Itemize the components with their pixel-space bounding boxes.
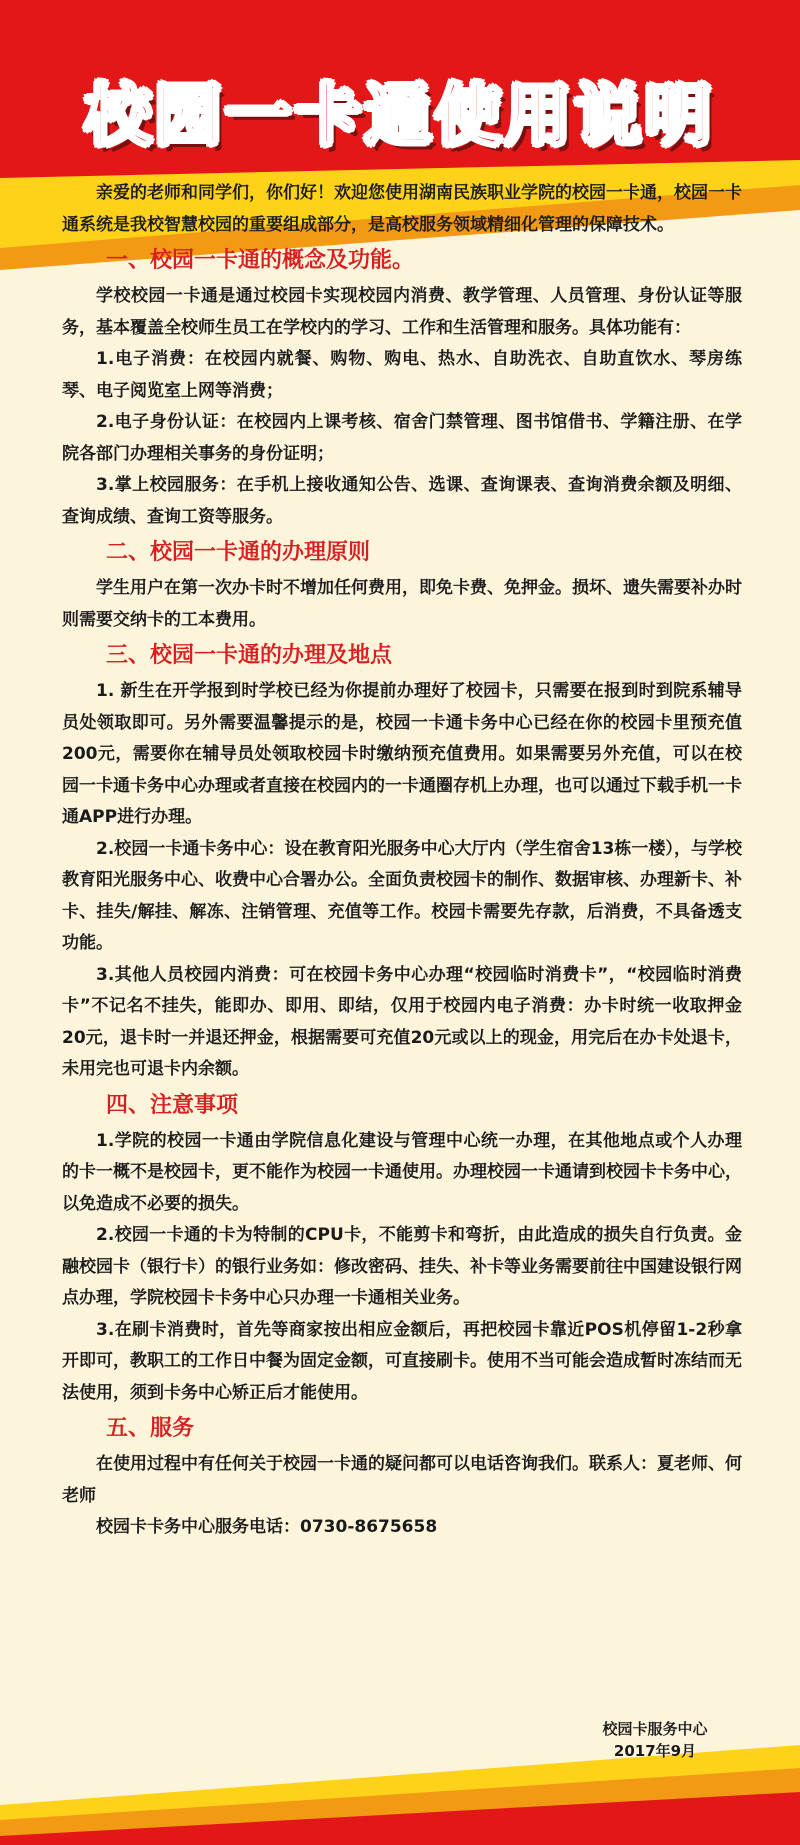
- section3-paragraph: 1. 新生在开学报到时学校已经为你提前办理好了校园卡，只需要在报到时到院系辅导员处领取即可。另外需要温馨提示的是，校园一卡通卡务中心已经在你的校园卡里预充值200元，需要你在辅导员处领取校园卡时缴纳预充值费用。如果需要另外充值，可以在校园一卡通卡务中心办理或者直接在校园内的一卡通圈存机上办理，也可以通过下载手机一卡通APP进行办理。: [62, 681, 742, 827]
- page-title: 校园一卡通使用说明: [85, 77, 715, 154]
- section3-paragraph: 2.校园一卡通卡务中心：设在教育阳光服务中心大厅内（学生宿舍13栋一楼），与学校教育阳光服务中心、收费中心合署办公。全面负责校园卡的制作、数据审核、办理新卡、补卡、挂失/解挂、解冻、注销管理、充值等工作。校园卡需要先存款，后消费，不具备透支功能。: [62, 838, 742, 953]
- section4-paragraph: 3.在刷卡消费时，首先等商家按出相应金额后，再把校园卡靠近POS机停留1-2秒拿开即可，教职工的工作日中餐为固定金额，可直接刷卡。使用不当可能会造成暂时冻结而无法使用，须到卡务中心矫正后才能使用。: [62, 1319, 742, 1403]
- section4-heading: 四、注意事项: [106, 1092, 239, 1118]
- footer-date: 2017年9月: [613, 1742, 697, 1760]
- section3-heading: 三、校园一卡通的办理及地点: [106, 643, 393, 668]
- section3-paragraph: 3.其他人员校园内消费：可在校园卡务中心办理“校园临时消费卡”，“校园临时消费卡”不记名不挂失，能即办、即用、即结，仅用于校园内电子消费：办卡时统一收取押金20元，退卡时一并退还押金，根据需要可充值20元或以上的现金，用完后在办卡处退卡，未用完也可退卡内余额。: [62, 964, 742, 1079]
- document-body: [62, 178, 742, 1544]
- service-phone: 校园卡卡务中心服务电话：0730-8675658: [96, 1517, 438, 1537]
- section1-paragraph: 2.电子身份认证：在校园内上课考核、宿舍门禁管理、图书馆借书、学籍注册、在学院各部门办理相关事务的身份证明；: [62, 412, 742, 464]
- section5-heading: 五、服务: [106, 1416, 195, 1441]
- section1-paragraph: 1.电子消费：在校园内就餐、购物、购电、热水、自助洗衣、自助直饮水、琴房练琴、电子阅览室上网等消费；: [62, 349, 742, 401]
- section4-paragraph: 1.学院的校园一卡通由学院信息化建设与管理中心统一办理，在其他地点或个人办理的卡一概不是校园卡，更不能作为校园一卡通使用。办理校园一卡通请到校园卡卡务中心，以免造成不必要的损失。: [62, 1130, 742, 1214]
- section4-paragraph: 2.校园一卡通的卡为特制的CPU卡，不能剪卡和弯折，由此造成的损失自行负责。金融校园卡（银行卡）的银行业务如：修改密码、挂失、补卡等业务需要前往中国建设银行网点办理，学院校园卡卡务中心只办理一卡通相关业务。: [62, 1225, 742, 1308]
- section2-heading: 二、校园一卡通的办理原则: [106, 540, 371, 565]
- section2-paragraph: 学生用户在第一次办卡时不增加任何费用，即免卡费、免押金。损坏、遗失需要补办时则需要交纳卡的工本费用。: [62, 578, 742, 630]
- section1-heading: 一、校园一卡通的概念及功能。: [106, 248, 415, 273]
- section1-paragraph: 学校校园一卡通是通过校园卡实现校园内消费、教学管理、人员管理、身份认证等服务，基本覆盖全校师生员工在学校内的学习、工作和生活管理和服务。具体功能有：: [62, 286, 742, 338]
- section1-paragraph: 3.掌上校园服务：在手机上接收通知公告、选课、查询课表、查询消费余额及明细、查询成绩、查询工资等服务。: [62, 475, 742, 527]
- section5-paragraph: 在使用过程中有任何关于校园一卡通的疑问都可以电话咨询我们。联系人：夏老师、何老师: [62, 1454, 742, 1506]
- footer-signature: [580, 1718, 730, 1762]
- footer-org: 校园卡服务中心: [602, 1720, 708, 1738]
- intro-paragraph: 亲爱的老师和同学们，你们好！欢迎您使用湖南民族职业学院的校园一卡通，校园一卡通系统是我校智慧校园的重要组成部分，是高校服务领域精细化管理的保障技术。: [62, 183, 742, 235]
